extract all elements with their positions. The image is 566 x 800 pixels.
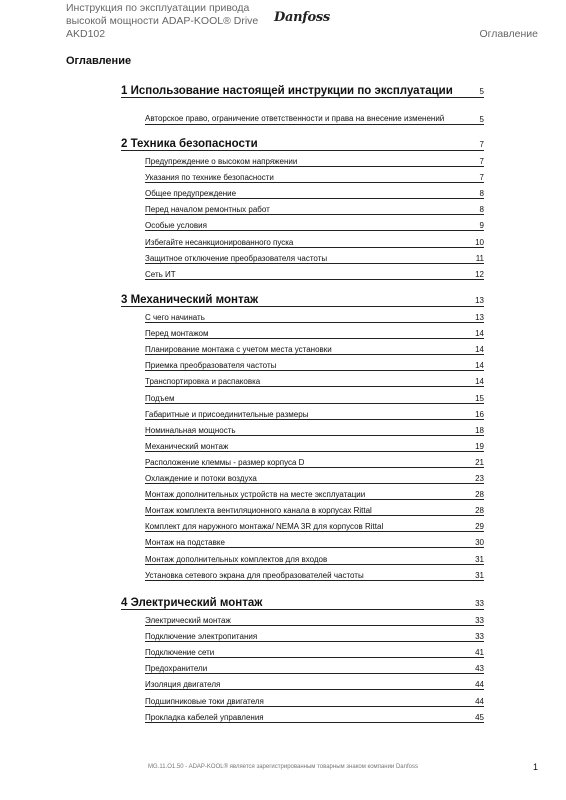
toc-item-page: 8	[479, 189, 484, 199]
toc-item[interactable]	[145, 343, 484, 355]
toc-item-page: 8	[479, 205, 484, 215]
toc-item-title: Изоляция двигателя	[145, 680, 221, 690]
toc-section-title: 4 Электрический монтаж	[121, 597, 263, 609]
toc-item-title: Избегайте несанкционированного пуска	[145, 237, 294, 247]
toc-item[interactable]	[145, 408, 484, 420]
header-title	[66, 2, 286, 41]
toc-item[interactable]	[145, 614, 484, 626]
toc-item-page: 15	[475, 393, 484, 403]
toc-item[interactable]	[145, 504, 484, 516]
toc-item[interactable]	[145, 187, 484, 199]
toc-item[interactable]	[145, 203, 484, 215]
toc-item-page: 21	[475, 457, 484, 467]
toc-item-page: 7	[479, 157, 484, 166]
toc-section[interactable]	[121, 594, 484, 610]
toc-section-page: 5	[479, 87, 484, 96]
toc-item-page: 30	[475, 538, 484, 548]
toc-item-title: Авторское право, ограничение ответственности и права на внесение изменений	[145, 114, 445, 123]
header-line-2: высокой мощности ADAP-KOOL® Drive	[66, 15, 259, 27]
toc-item-page: 9	[479, 221, 484, 231]
page-title: Оглавление	[66, 55, 132, 67]
toc-item[interactable]	[145, 520, 484, 532]
toc-item[interactable]	[145, 359, 484, 371]
toc-section-page: 33	[475, 599, 484, 608]
toc-item-page: 44	[475, 680, 484, 690]
toc-item-title: Планирование монтажа с учетом места установки	[145, 345, 332, 355]
toc-item-page: 18	[475, 425, 484, 435]
toc-item-title: Приемка преобразователя частоты	[145, 361, 277, 371]
toc-item-page: 43	[475, 664, 484, 674]
toc-item[interactable]	[145, 155, 484, 167]
toc-item-title: Охлаждение и потоки воздуха	[145, 474, 257, 483]
toc-item-title: Подъем	[145, 393, 175, 403]
toc-item-page: 41	[475, 648, 484, 658]
toc-item-page: 19	[475, 441, 484, 451]
toc-item-title: Особые условия	[145, 221, 207, 231]
toc-item[interactable]	[145, 171, 484, 183]
toc-item[interactable]	[145, 311, 484, 323]
toc-item-page: 31	[475, 554, 484, 564]
toc-item[interactable]	[145, 711, 484, 723]
toc-item-title: Монтаж дополнительных комплектов для входов	[145, 554, 328, 564]
toc-item[interactable]	[145, 488, 484, 500]
toc-item-title: Монтаж комплекта вентиляционного канала в корпусах Rittal	[145, 506, 372, 516]
toc-item-title: Подключение электропитания	[145, 632, 258, 642]
page-number: 1	[532, 762, 538, 772]
toc-item[interactable]	[145, 630, 484, 642]
toc-item-title: Предохранители	[145, 664, 208, 674]
toc-item[interactable]	[145, 678, 484, 690]
toc-section[interactable]	[121, 291, 484, 307]
toc-item-title: Предупреждение о высоком напряжении	[145, 157, 298, 166]
toc-item[interactable]	[145, 252, 484, 264]
toc-item[interactable]	[145, 424, 484, 436]
toc-item-title: Перед монтажом	[145, 329, 209, 339]
toc-item[interactable]	[145, 569, 484, 581]
toc-item[interactable]	[145, 646, 484, 658]
toc-item-title: Сеть ИТ	[145, 269, 176, 279]
toc-item[interactable]	[145, 327, 484, 339]
toc-section-page: 7	[479, 140, 484, 149]
toc-item[interactable]	[145, 662, 484, 674]
toc-item[interactable]	[145, 375, 484, 387]
toc-item[interactable]	[145, 392, 484, 404]
toc-item-page: 33	[475, 632, 484, 642]
toc-item[interactable]	[145, 695, 484, 707]
toc-item-title: Комплект для наружного монтажа/ NEMA 3R для корпусов Rittal	[145, 522, 384, 532]
toc-item[interactable]	[145, 440, 484, 452]
toc-item-title: Номинальная мощность	[145, 425, 236, 435]
toc-item[interactable]	[145, 536, 484, 548]
toc-section[interactable]	[121, 82, 484, 98]
toc-item-title: Прокладка кабелей управления	[145, 712, 264, 722]
toc-item-page: 28	[475, 490, 484, 500]
toc-item-title: Общее предупреждение	[145, 189, 237, 199]
header-line-1: Инструкция по эксплуатации привода	[66, 2, 250, 14]
toc-item-title: Механический монтаж	[145, 441, 229, 451]
toc-item-title: Подключение сети	[145, 648, 215, 658]
toc-item-title: С чего начинать	[145, 313, 205, 322]
toc-item-page: 13	[475, 313, 484, 322]
toc-item-page: 29	[475, 522, 484, 532]
toc-item-title: Габаритные и присоединительные размеры	[145, 409, 309, 419]
header-line-3: AKD102	[66, 28, 106, 40]
toc-item-page: 12	[475, 269, 484, 279]
toc-item-title: Защитное отключение преобразователя частоты	[145, 253, 328, 263]
toc-item-title: Монтаж дополнительных устройств на месте эксплуатации	[145, 490, 366, 500]
toc-item-title: Электрический монтаж	[145, 616, 231, 625]
toc-item-page: 28	[475, 506, 484, 516]
toc-item[interactable]	[145, 219, 484, 231]
toc-item-page: 44	[475, 696, 484, 706]
toc-section[interactable]	[121, 135, 484, 151]
toc-item[interactable]	[145, 472, 484, 484]
toc-item-page: 33	[475, 616, 484, 625]
danfoss-logo: Danfoss	[274, 10, 330, 25]
toc-item[interactable]	[145, 102, 484, 125]
toc-item-title: Указания по технике безопасности	[145, 173, 274, 183]
toc-item[interactable]	[145, 553, 484, 565]
toc-item-page: 5	[479, 115, 484, 124]
toc-item-title: Подшипниковые токи двигателя	[145, 696, 264, 706]
toc-item-page: 16	[475, 409, 484, 419]
toc-item-page: 14	[475, 345, 484, 355]
toc-item[interactable]	[145, 268, 484, 280]
toc-section-title: 1 Использование настоящей инструкции по эксплуатации	[121, 85, 453, 97]
toc-item-page: 14	[475, 329, 484, 339]
toc-item-title: Транспортировка и распаковка	[145, 377, 261, 387]
toc-item-page: 14	[475, 377, 484, 387]
toc-item-page: 10	[475, 237, 484, 247]
toc-item-page: 7	[479, 173, 484, 183]
toc-section-title: 2 Техника безопасности	[121, 138, 258, 150]
footer-text: MG.11.O1.50 - ADAP-KOOL® является зарегистрированным товарным знаком компании Danfoss	[148, 764, 418, 770]
toc-item-page: 31	[475, 570, 484, 580]
toc-item-page: 45	[475, 712, 484, 722]
toc-section-title: 3 Механический монтаж	[121, 294, 259, 306]
toc-item-page: 11	[475, 253, 484, 263]
header-section: Оглавление	[479, 28, 538, 40]
toc-item-page: 23	[475, 474, 484, 483]
toc-item-title: Расположение клеммы - размер корпуса D	[145, 457, 305, 467]
toc-item-title: Монтаж на подставке	[145, 538, 225, 548]
toc-item[interactable]	[145, 456, 484, 468]
toc-item-title: Перед началом ремонтных работ	[145, 205, 270, 215]
toc-item-title: Установка сетевого экрана для преобразователей частоты	[145, 570, 364, 580]
toc-item-page: 14	[475, 361, 484, 371]
toc-item[interactable]	[145, 236, 484, 248]
toc-section-page: 13	[475, 296, 484, 305]
